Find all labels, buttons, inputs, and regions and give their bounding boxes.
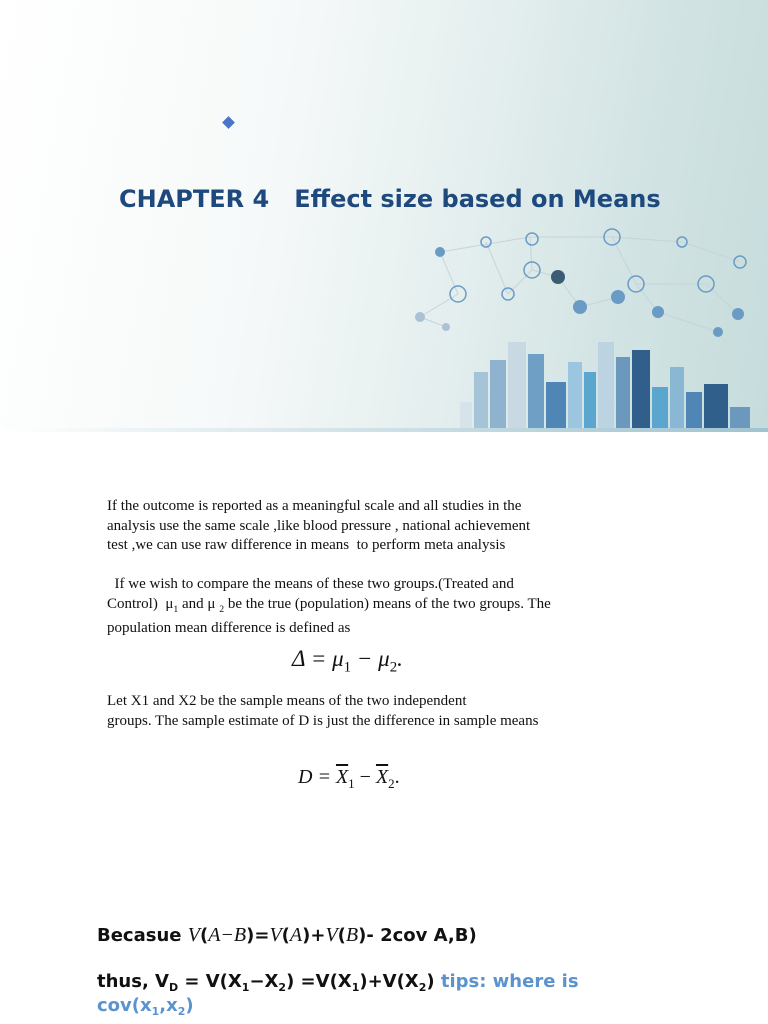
intro-line-2: analysis use the same scale ,like blood pressure , national achievement xyxy=(107,517,531,534)
sample-line-2: groups. The sample estimate of D is just the difference in sample means xyxy=(107,712,539,729)
chapter-banner xyxy=(0,0,768,432)
population-line-1: If we wish to compare the means of these two groups.(Treated and xyxy=(107,576,514,592)
tips-covariance: $cov(x_1,x_2)$ xyxy=(97,995,194,1018)
population-line-3: population mean difference is defined as xyxy=(107,620,351,636)
population-line-2: Control) $\mu_1$ and μ $_2$ be the true (population) means of the two groups. The xyxy=(107,595,551,615)
intro-paragraph xyxy=(107,497,607,556)
sample-paragraph xyxy=(107,692,607,731)
population-difference-formula: $\Delta = \mu_1 - \mu_2$. xyxy=(292,646,403,676)
variance-identity-line: Becasue V(A−B)=V(A)+V(B)- 2cov A,B) xyxy=(97,924,477,946)
banner-divider xyxy=(0,428,768,432)
population-paragraph xyxy=(107,575,607,639)
intro-line-1: If the outcome is reported as a meaningful scale and all studies in the xyxy=(107,498,522,514)
bullet-diamond-icon xyxy=(222,116,235,129)
city-skyline-icon xyxy=(400,222,768,428)
sample-difference-formula: $D = \overline{X}_1 - \overline{X}_2$. xyxy=(298,766,400,791)
tips-label: tips: where is xyxy=(440,971,579,992)
sample-line-1: Let X1 and X2 be the sample means of the two independent xyxy=(107,693,467,709)
chapter-title: CHAPTER 4 Effect size based on Means xyxy=(119,185,661,213)
intro-line-3: test ,we can use raw difference in means to perform meta analysis xyxy=(107,537,506,553)
variance-of-difference-line: thus, $V_D = V(X_1-X_2) =V(X_1)+V(X_2)$ tips: where is xyxy=(97,971,579,994)
